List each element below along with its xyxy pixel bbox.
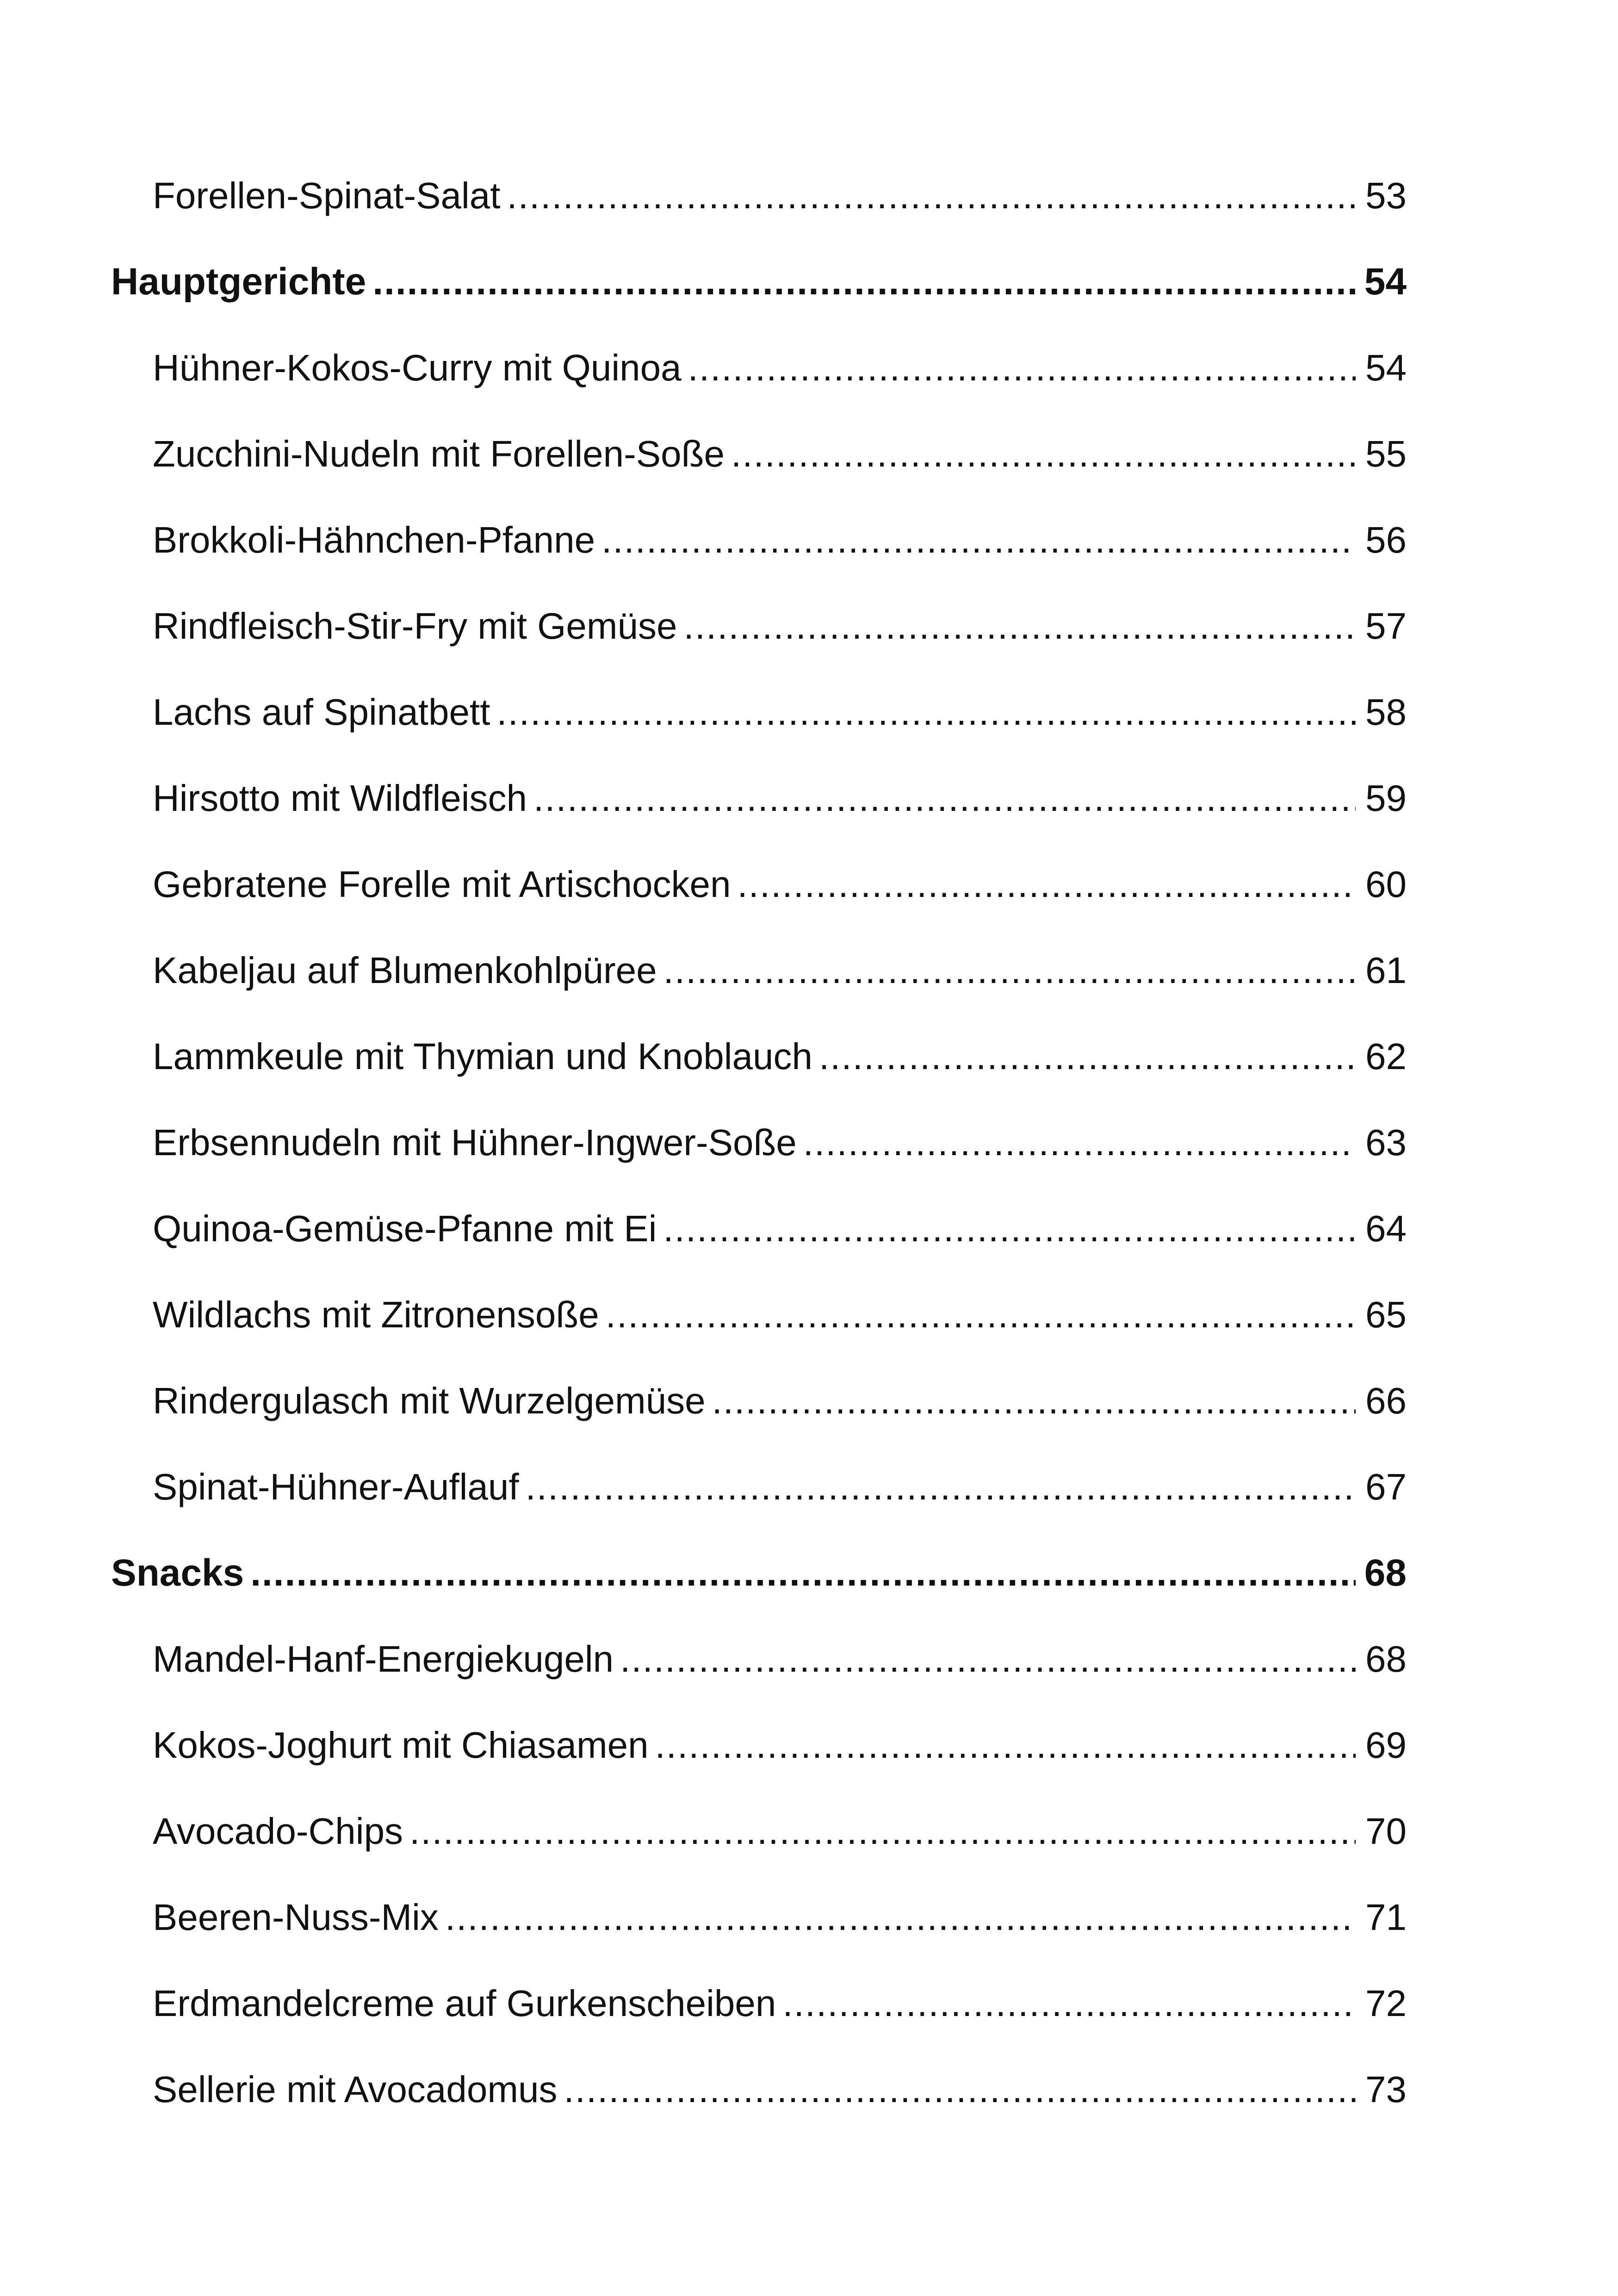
toc-page-number: 56 — [1356, 497, 1407, 583]
dot-leader — [507, 153, 1356, 239]
toc-entry — [111, 583, 1407, 669]
toc-entry-title: Hühner-Kokos-Curry mit Quinoa — [153, 325, 688, 411]
toc-page-number: 68 — [1356, 1616, 1407, 1702]
toc-section-heading — [111, 239, 1407, 325]
dot-leader — [684, 583, 1356, 669]
toc-entry-title: Kabeljau auf Blumenkohlpüree — [153, 927, 663, 1014]
dot-leader — [663, 927, 1356, 1014]
toc-page-number: 72 — [1356, 1960, 1407, 2047]
toc-entry — [111, 1874, 1407, 1960]
toc-entry-title: Gebratene Forelle mit Artischocken — [153, 841, 737, 927]
dot-leader — [250, 1530, 1356, 1616]
toc-entry — [111, 841, 1407, 927]
dot-leader — [655, 1702, 1356, 1788]
toc-entry-title: Avocado-Chips — [153, 1788, 409, 1874]
toc-entry — [111, 1702, 1407, 1788]
toc-entry-title: Kokos-Joghurt mit Chiasamen — [153, 1702, 655, 1788]
toc-page-number: 70 — [1356, 1788, 1407, 1874]
toc-page-number: 65 — [1356, 1272, 1407, 1358]
toc-page-number: 67 — [1356, 1444, 1407, 1530]
toc-entry-title: Forellen-Spinat-Salat — [153, 153, 507, 239]
toc-entry-title: Wildlachs mit Zitronensoße — [153, 1272, 606, 1358]
dot-leader — [731, 411, 1356, 497]
toc-page-number: 61 — [1356, 927, 1407, 1014]
toc-entry — [111, 1616, 1407, 1702]
toc-entry-title: Snacks — [111, 1530, 250, 1616]
toc-entry-title: Erbsennudeln mit Hühner-Ingwer-Soße — [153, 1100, 803, 1186]
dot-leader — [819, 1014, 1356, 1100]
toc-entry-title: Sellerie mit Avocadomus — [153, 2047, 564, 2133]
dot-leader — [620, 1616, 1356, 1702]
toc-entry-title: Mandel-Hanf-Energiekugeln — [153, 1616, 620, 1702]
dot-leader — [445, 1874, 1356, 1960]
toc-page-number: 64 — [1356, 1186, 1407, 1272]
toc-page-number: 57 — [1356, 583, 1407, 669]
dot-leader — [409, 1788, 1356, 1874]
toc-entry — [111, 1272, 1407, 1358]
dot-leader — [803, 1100, 1356, 1186]
toc-entry-title: Rindfleisch-Stir-Fry mit Gemüse — [153, 583, 684, 669]
toc-section-heading — [111, 1530, 1407, 1616]
toc-entry-title: Hirsotto mit Wildfleisch — [153, 755, 533, 841]
toc-entry — [111, 1960, 1407, 2047]
toc-entry — [111, 1100, 1407, 1186]
toc-page-number: 60 — [1356, 841, 1407, 927]
dot-leader — [688, 325, 1356, 411]
toc-page-number: 58 — [1356, 669, 1407, 755]
dot-leader — [782, 1960, 1356, 2047]
toc-entry-title: Lachs auf Spinatbett — [153, 669, 496, 755]
toc-page-number: 62 — [1356, 1014, 1407, 1100]
toc-entry — [111, 411, 1407, 497]
toc-page-number: 55 — [1356, 411, 1407, 497]
toc-entry — [111, 927, 1407, 1014]
toc-entry — [111, 755, 1407, 841]
toc-page-number: 66 — [1356, 1358, 1407, 1444]
toc-entry — [111, 497, 1407, 583]
dot-leader — [496, 669, 1356, 755]
toc-entry-title: Hauptgerichte — [111, 239, 372, 325]
toc-entry — [111, 325, 1407, 411]
toc-page-number: 68 — [1356, 1530, 1407, 1616]
toc-entry-title: Zucchini-Nudeln mit Forellen-Soße — [153, 411, 731, 497]
toc-entry — [111, 1014, 1407, 1100]
toc-entry-title: Rindergulasch mit Wurzelgemüse — [153, 1358, 712, 1444]
toc-entry — [111, 153, 1407, 239]
dot-leader — [564, 2047, 1356, 2133]
toc-entry-title: Quinoa-Gemüse-Pfanne mit Ei — [153, 1186, 663, 1272]
toc-page-number: 54 — [1356, 325, 1407, 411]
toc-page-number: 63 — [1356, 1100, 1407, 1186]
toc-entry-title: Erdmandelcreme auf Gurkenscheiben — [153, 1960, 782, 2047]
dot-leader — [663, 1186, 1356, 1272]
toc-entry-title: Brokkoli-Hähnchen-Pfanne — [153, 497, 601, 583]
dot-leader — [372, 239, 1356, 325]
toc-page-number: 73 — [1356, 2047, 1407, 2133]
toc-page-number: 54 — [1356, 239, 1407, 325]
toc-entry-title: Spinat-Hühner-Auflauf — [153, 1444, 526, 1530]
toc-entry — [111, 2047, 1407, 2133]
toc-page-number: 71 — [1356, 1874, 1407, 1960]
toc-page-number: 59 — [1356, 755, 1407, 841]
toc-entry — [111, 1186, 1407, 1272]
dot-leader — [526, 1444, 1356, 1530]
toc-entry-title: Beeren-Nuss-Mix — [153, 1874, 445, 1960]
toc-entry-title: Lammkeule mit Thymian und Knoblauch — [153, 1014, 819, 1100]
dot-leader — [606, 1272, 1356, 1358]
toc-entry — [111, 1358, 1407, 1444]
dot-leader — [737, 841, 1356, 927]
dot-leader — [601, 497, 1356, 583]
toc-page-number: 69 — [1356, 1702, 1407, 1788]
toc-page-number: 53 — [1356, 153, 1407, 239]
dot-leader — [712, 1358, 1356, 1444]
toc-entry — [111, 669, 1407, 755]
toc-entry — [111, 1444, 1407, 1530]
toc-entry — [111, 1788, 1407, 1874]
table-of-contents — [111, 153, 1407, 2133]
dot-leader — [533, 755, 1356, 841]
